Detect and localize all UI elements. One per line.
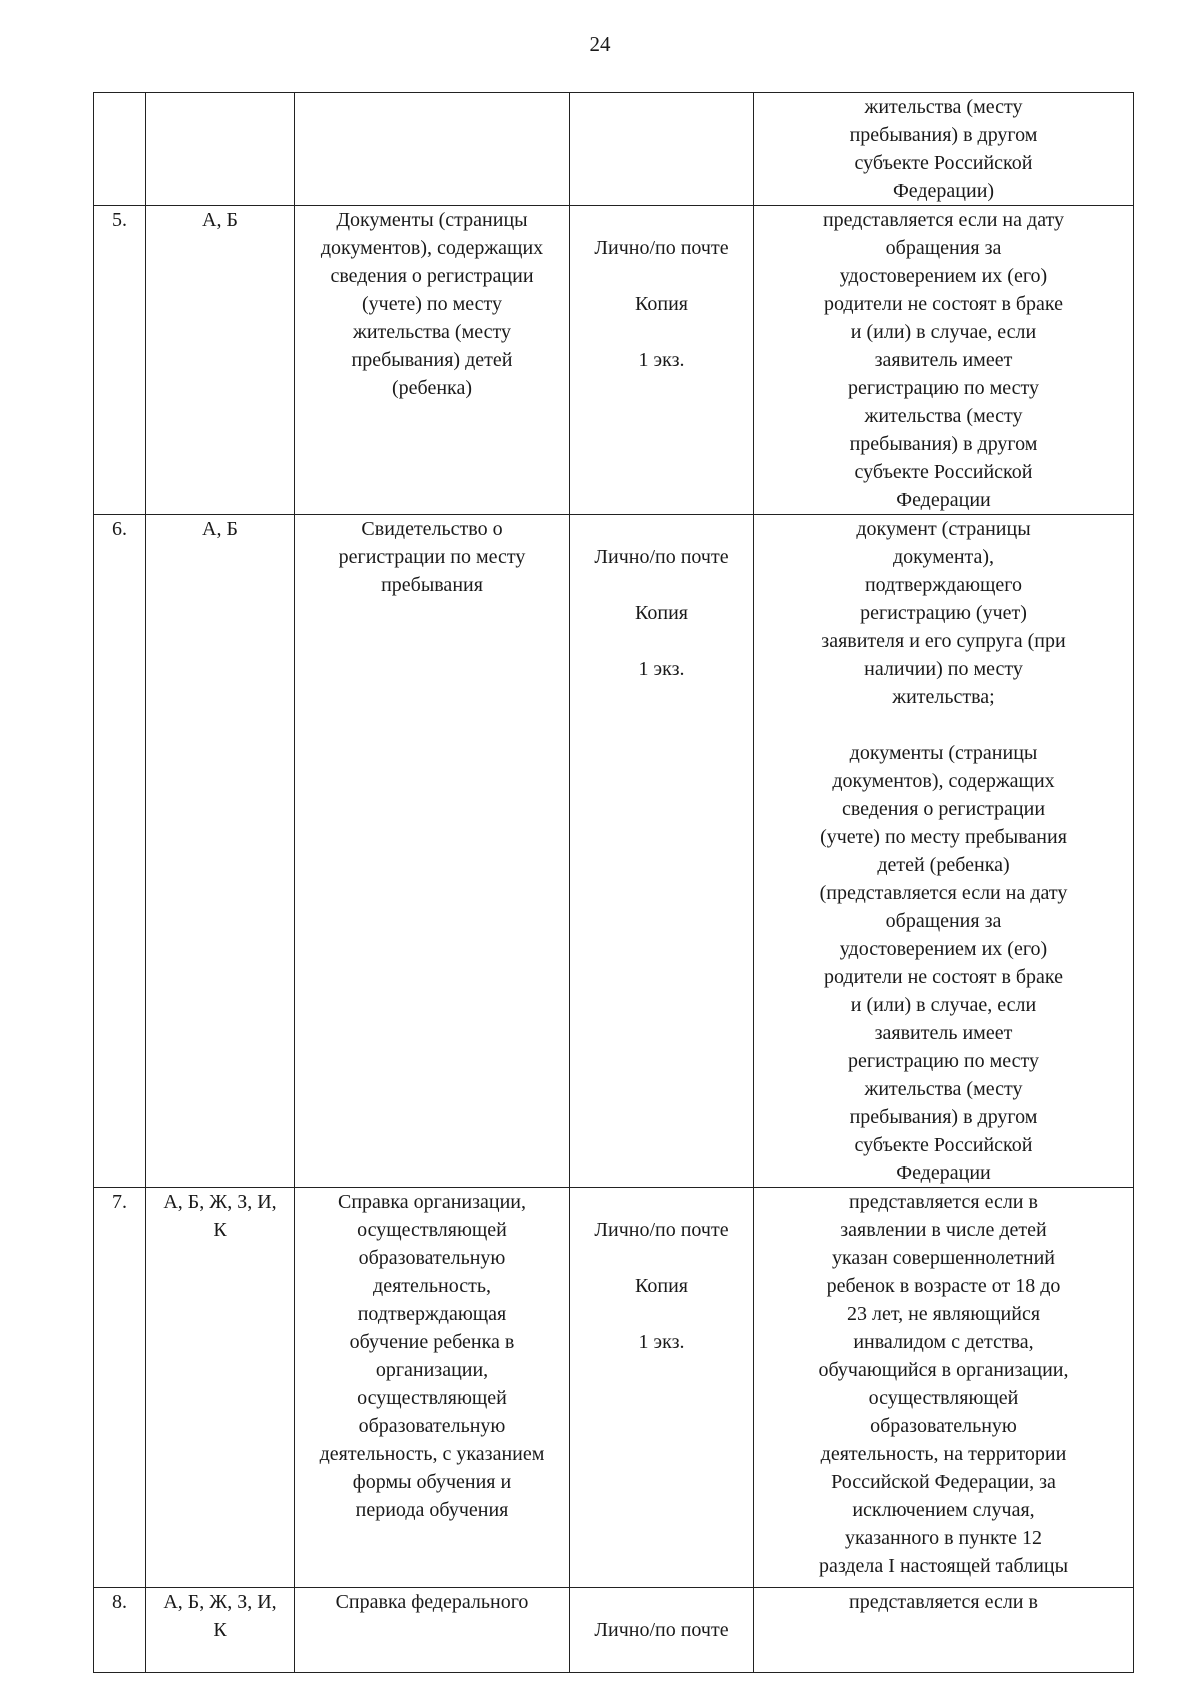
submission-method: Лично/по почте [594, 237, 729, 259]
row-number: 5. [94, 206, 146, 515]
row-categories: А, Б [146, 206, 295, 515]
row-number: 6. [94, 515, 146, 1188]
submission-method: Лично/по почте [594, 1219, 729, 1241]
row-submission [570, 1588, 754, 1673]
page-number: 24 [589, 32, 611, 56]
submission-form: Копия [635, 1275, 688, 1297]
row-note: документ (страницы документа), подтверждающего регистрацию (учет) заявителя и его супруга (при наличии) по месту жительства; документы (страницы документов), содержащих сведения о регистрации (учете) по месту пребывания детей (ребенка) (представляется если на дату обращения за удостоверением их (его) родители не состоят в браке и (или) в случае, если заявитель имеет регистрацию по месту жительства (месту пребывания) в другом субъекте Российской Федерации [754, 515, 1134, 1188]
row-submission [570, 206, 754, 515]
submission-method: Лично/по почте [594, 1619, 729, 1641]
submission-form: Копия [635, 293, 688, 315]
row-number: 8. [94, 1588, 146, 1673]
row-document: Справка организации, осуществляющей образовательную деятельность, подтверждающая обучение ребенка в организации, осуществляющей образовательную деятельность, с указанием формы обучения и периода обучения [295, 1188, 570, 1588]
table-row [94, 206, 1134, 515]
submission-form: Копия [635, 602, 688, 624]
table-row [94, 515, 1134, 1188]
table-row [94, 93, 1134, 206]
row-note: представляется если на дату обращения за удостоверением их (его) родители не состоят в браке и (или) в случае, если заявитель имеет регистрацию по месту жительства (месту пребывания) в другом субъекте Российской Федерации [754, 206, 1134, 515]
row-categories: А, Б, Ж, З, И, К [146, 1588, 295, 1673]
row-categories [146, 93, 295, 206]
row-submission [570, 93, 754, 206]
row-categories: А, Б [146, 515, 295, 1188]
table-row [94, 1588, 1134, 1673]
row-document: Справка федерального [295, 1588, 570, 1673]
row-categories: А, Б, Ж, З, И, К [146, 1188, 295, 1588]
row-submission [570, 1188, 754, 1588]
row-number [94, 93, 146, 206]
row-document: Документы (страницы документов), содержащих сведения о регистрации (учете) по месту жительства (месту пребывания) детей (ребенка) [295, 206, 570, 515]
submission-method: Лично/по почте [594, 546, 729, 568]
submission-copies: 1 экз. [638, 658, 685, 680]
row-submission [570, 515, 754, 1188]
row-document [295, 93, 570, 206]
submission-copies: 1 экз. [638, 349, 685, 371]
row-document: Свидетельство о регистрации по месту пребывания [295, 515, 570, 1188]
row-note: жительства (месту пребывания) в другом субъекте Российской Федерации) [754, 93, 1134, 206]
row-note: представляется если в [754, 1588, 1134, 1673]
row-number: 7. [94, 1188, 146, 1588]
table-row [94, 1188, 1134, 1588]
submission-copies: 1 экз. [638, 1331, 685, 1353]
documents-table [93, 92, 1134, 1673]
row-note: представляется если в заявлении в числе детей указан совершеннолетний ребенок в возрасте от 18 до 23 лет, не являющийся инвалидом с детства, обучающийся в организации, осуществляющей образовательную деятельность, на территории Российской Федерации, за исключением случая, указанного в пункте 12 раздела I настоящей таблицы [754, 1188, 1134, 1588]
